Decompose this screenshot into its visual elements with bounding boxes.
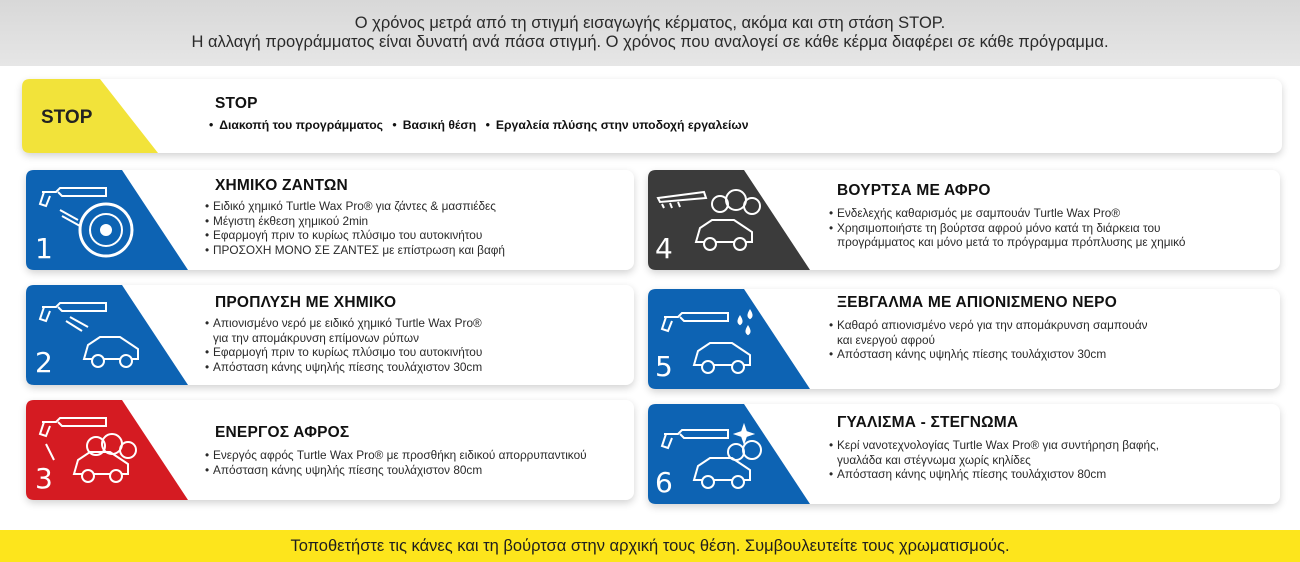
stop-item: Βασική θέση [402,118,477,132]
program-description-1 [205,199,505,257]
program-title-5: ΞΕΒΓΑΛΜΑ ΜΕ ΑΠΙΟΝΙΣΜΕΝΟ ΝΕΡΟ [837,294,1117,311]
program-line: προγράμματος και μόνο μετά το πρόγραμμα πρόπλυσης με χημικό [837,235,1186,250]
header-line-2: Η αλλαγή προγράμματος είναι δυνατή ανά πάσα στιγμή. Ο χρόνος που αναλογεί σε κάθε κέρμα διαφέρει σε κάθε πρόγραμμα. [191,33,1109,51]
program-line: • Καθαρό απιονισμένο νερό για την απομάκρυνση σαμπουάν [829,318,1148,333]
stop-items [209,118,755,132]
program-title-2: ΠΡΟΠΛΥΣΗ ΜΕ ΧΗΜΙΚΟ [215,294,397,311]
program-line: • Απόσταση κάνης υψηλής πίεσης τουλάχιστον 80cm [829,467,1159,482]
program-line: για την απομάκρυνση επίμονων ρύπων [213,330,419,345]
program-title-4: ΒΟΥΡΤΣΑ ΜΕ ΑΦΡΟ [837,182,991,199]
program-number-5: 5 [655,350,673,383]
stop-item-bullet: • [209,118,214,132]
program-line: γυαλάδα και στέγνωμα χωρίς κηλίδες [837,452,1031,467]
program-description-4 [829,206,1185,250]
program-description-6 [829,438,1159,482]
program-line: και ενεργού αφρού [837,332,935,347]
program-description-2 [205,316,482,374]
header-banner [0,0,1300,66]
stop-badge-label: STOP [41,107,93,128]
program-line: • Απόσταση κάνης υψηλής πίεσης τουλάχιστον 80cm [205,463,587,478]
footer-banner: Τοποθετήστε τις κάνες και τη βούρτσα στην αρχική τους θέση. Συμβουλευτείτε τους χρωματισμούς. [0,530,1300,562]
program-number-6: 6 [655,466,673,499]
program-line: • Απιονισμένο νερό με ειδικό χημικό Turtle Wax Pro® [205,316,482,331]
program-description-5 [829,318,1148,362]
program-line: • Απόσταση κάνης υψηλής πίεσης τουλάχιστον 30cm [205,360,482,375]
program-line: • Απόσταση κάνης υψηλής πίεσης τουλάχιστον 30cm [829,347,1148,362]
program-line: • Ενεργός αφρός Turtle Wax Pro® με προσθήκη ειδικού απορρυπαντικού [205,448,587,463]
program-number-3: 3 [35,462,53,495]
program-line: • ΠΡΟΣΟΧΗ ΜΟΝΟ ΣΕ ΖΑΝΤΕΣ με επίστρωση και βαφή [205,243,505,258]
program-title-1: ΧΗΜΙΚΟ ΖΑΝΤΩΝ [215,177,348,194]
program-title-3: ΕΝΕΡΓΟΣ ΑΦΡΟΣ [215,424,350,441]
stop-item: Εργαλεία πλύσης στην υποδοχή εργαλείων [495,118,749,132]
program-line: • Κερί νανοτεχνολογίας Turtle Wax Pro® για συντήρηση βαφής, [829,438,1159,453]
program-line: • Εφαρμογή πριν το κυρίως πλύσιμο του αυτοκινήτου [205,345,482,360]
program-description-3 [205,448,587,477]
program-badge-4 [648,170,814,270]
program-line: • Μέγιστη έκθεση χημικού 2min [205,214,505,229]
program-title-6: ΓΥΑΛΙΣΜΑ - ΣΤΕΓΝΩΜΑ [837,414,1019,431]
program-number-1: 1 [35,232,53,265]
stop-title: STOP [215,95,258,112]
program-line: • Χρησιμοποιήστε τη βούρτσα αφρού μόνο κατά τη διάρκεια του [829,221,1185,236]
stop-item-bullet: • [392,118,397,132]
stop-item: Διακοπή του προγράμματος [219,118,384,132]
program-line: • Ειδικό χημικό Turtle Wax Pro® για ζάντες & μασπιέδες [205,199,505,214]
stop-item-bullet: • [485,118,490,132]
program-badge-5 [648,289,814,389]
header-line-1: Ο χρόνος μετρά από τη στιγμή εισαγωγής κέρματος, ακόμα και στη στάση STOP. [354,14,946,32]
program-number-4: 4 [655,232,673,265]
program-number-2: 2 [35,346,53,379]
stop-card [22,79,1282,153]
program-line: • Ενδελεχής καθαρισμός με σαμπουάν Turtle Wax Pro® [829,206,1185,221]
program-line: • Εφαρμογή πριν το κυρίως πλύσιμο του αυτοκινήτου [205,228,505,243]
program-badge-6 [648,404,814,504]
